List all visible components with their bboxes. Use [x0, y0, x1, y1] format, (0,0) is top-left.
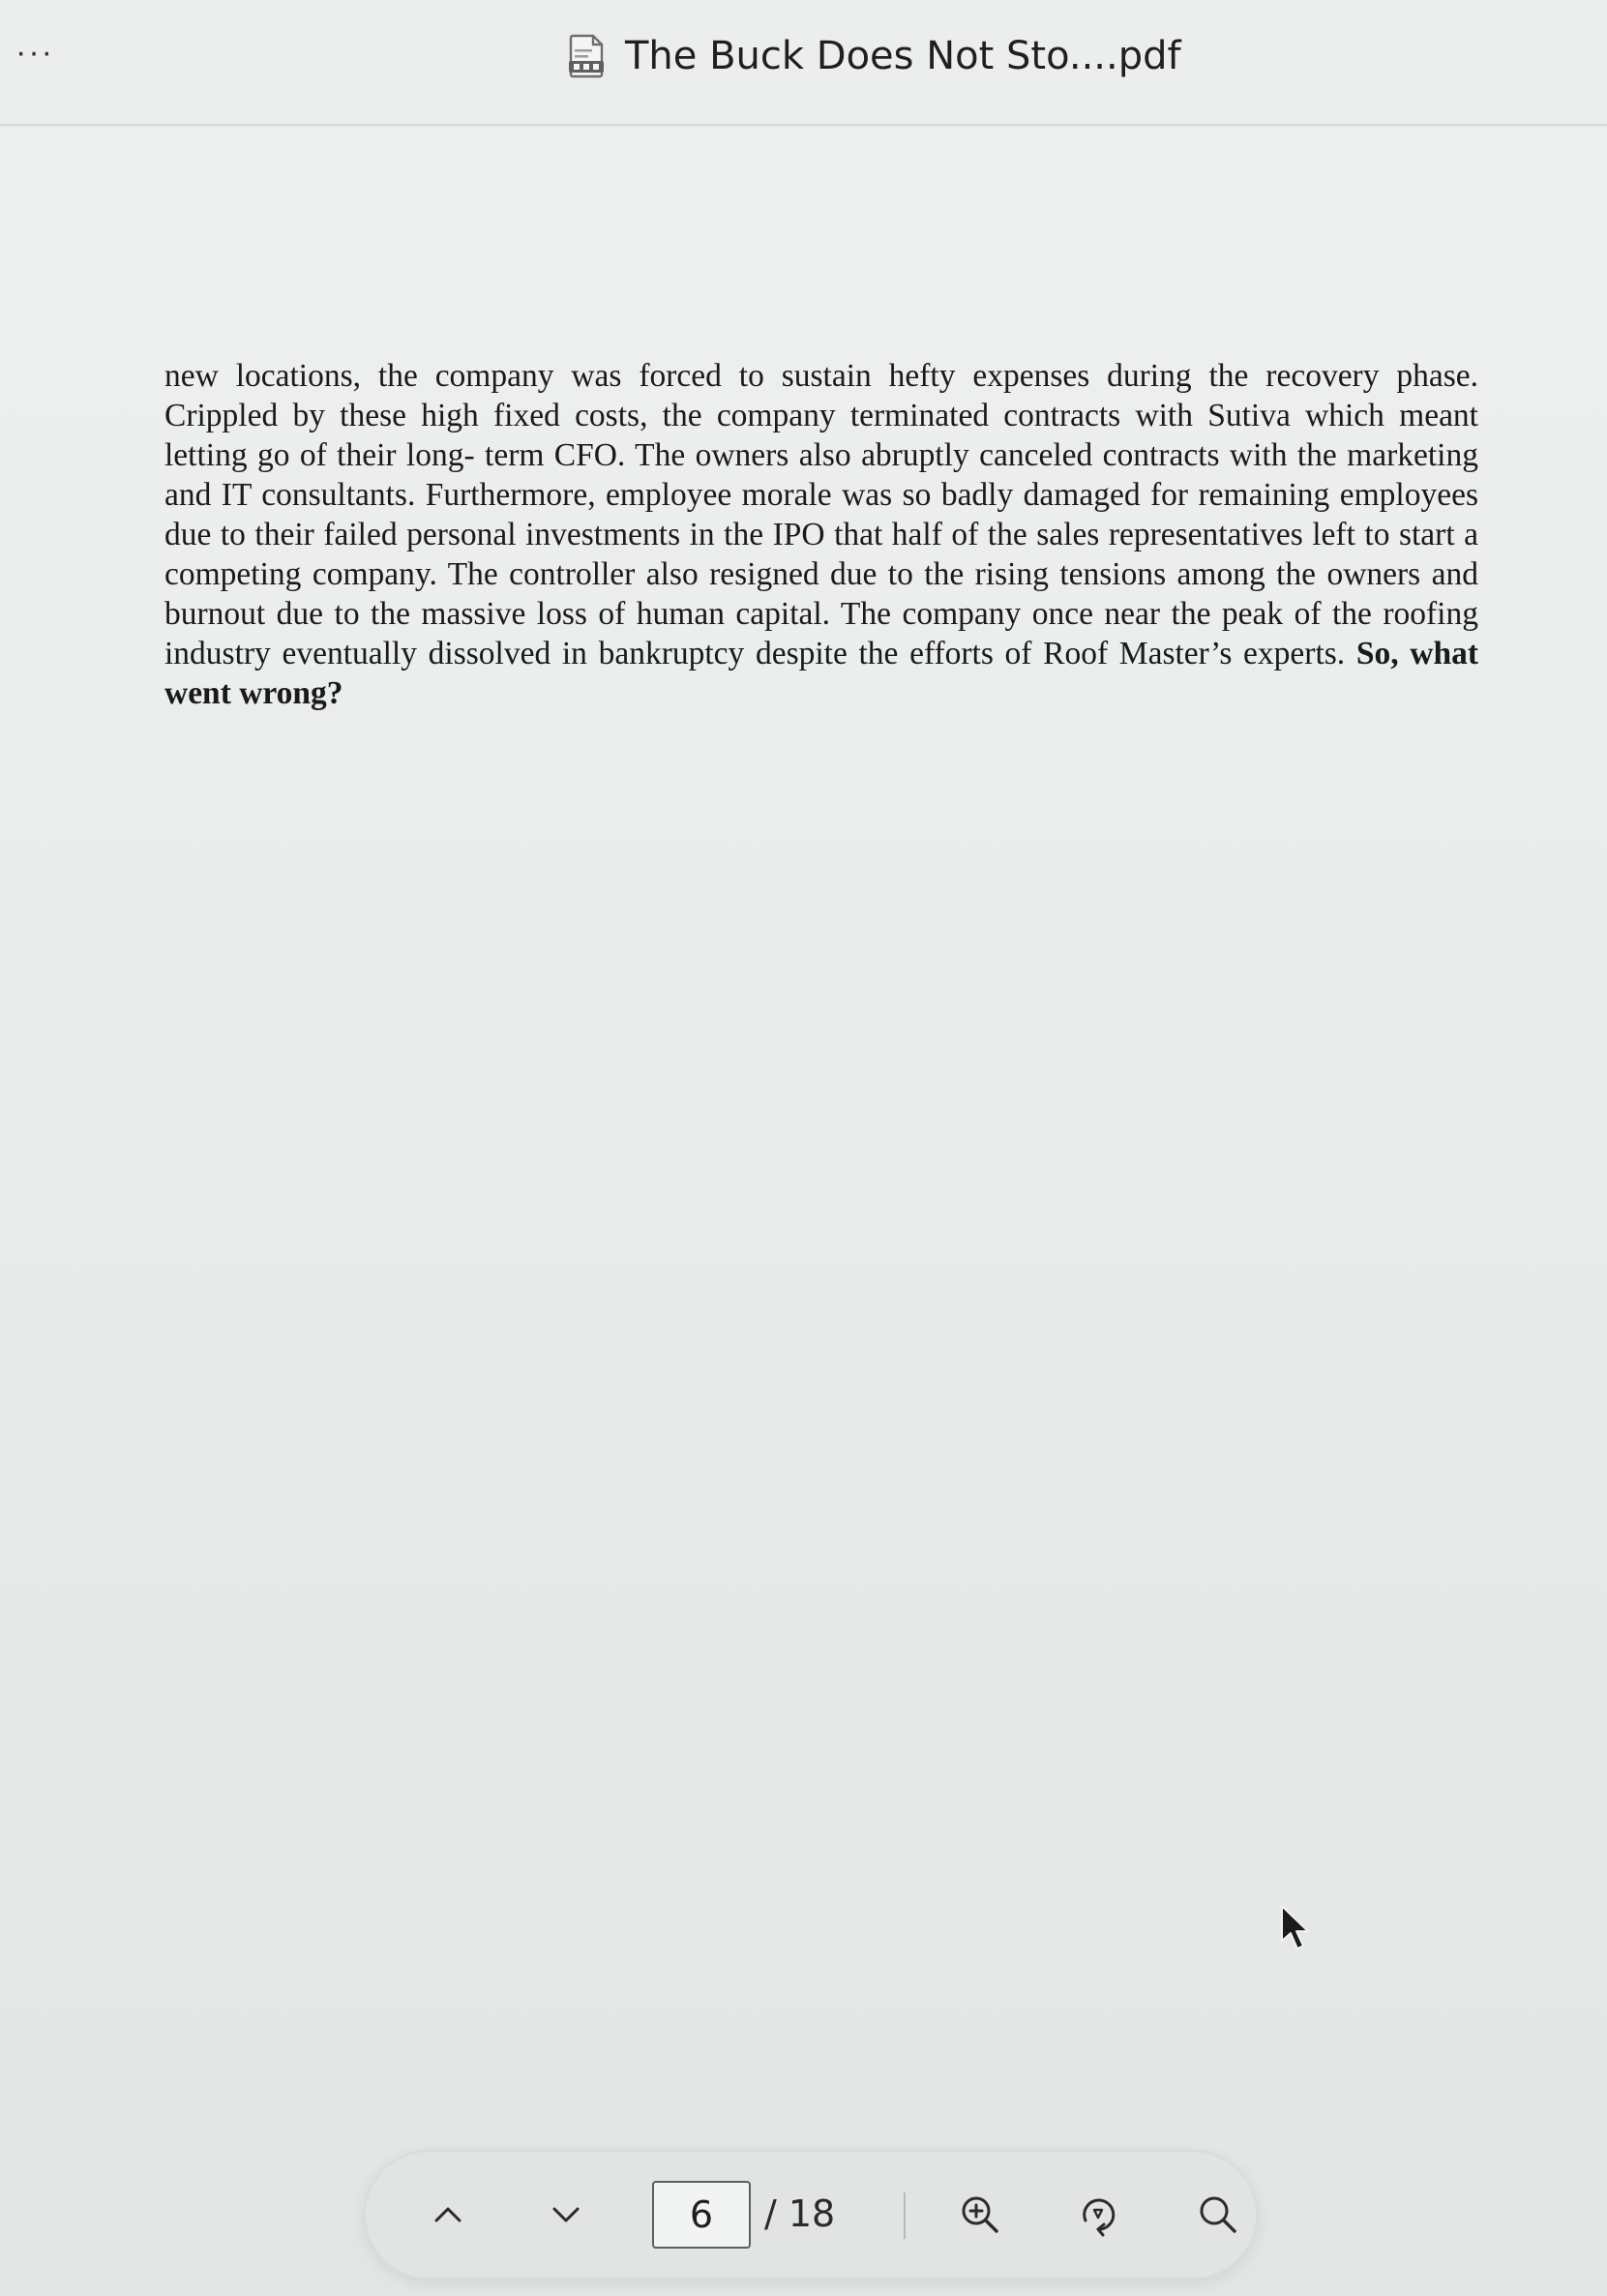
search-button[interactable]	[1184, 2181, 1252, 2249]
document-title: The Buck Does Not Sto....pdf	[625, 34, 1181, 78]
page-paragraph	[164, 356, 1478, 713]
page-number-input[interactable]	[652, 2181, 751, 2249]
rotate-button[interactable]	[1064, 2181, 1132, 2249]
more-horizontal-icon: ···	[15, 33, 54, 71]
paragraph-text: new locations, the company was forced to sustain hefty expenses during the recovery phase. Crippled by these high fixed costs, the company terminated contracts with Sutiva which meant letting go of their long- term CFO. The owners also abruptly canceled contracts with the marketing and IT consultants. Furthermore, employee morale was so badly damaged for remaining employees due to their failed personal investments in the IPO that half of the sales representatives left to start a competing company. The controller also resigned due to the rising tensions among the owners and burnout due to the massive loss of human capital. The company once near the peak of the roofing industry eventually dissolved in bankruptcy despite the efforts of Roof Master’s experts.	[164, 358, 1478, 671]
rotate-icon	[1075, 2192, 1121, 2238]
title-bar	[0, 0, 1607, 126]
page-navigation-toolbar	[366, 2152, 1256, 2278]
more-options-button[interactable]	[10, 33, 60, 71]
toolbar-divider	[904, 2192, 906, 2239]
chevron-up-icon	[429, 2195, 467, 2234]
search-icon	[1195, 2192, 1241, 2238]
zoom-in-icon	[957, 2192, 1003, 2238]
document-title-group	[567, 27, 1181, 85]
previous-page-button[interactable]	[414, 2181, 482, 2249]
pdf-file-icon	[567, 34, 606, 78]
chevron-down-icon	[547, 2195, 585, 2234]
page-count: / 18	[764, 2192, 836, 2235]
next-page-button[interactable]	[532, 2181, 600, 2249]
zoom-in-button[interactable]	[946, 2181, 1014, 2249]
paragraph-question: So, what went wrong?	[164, 636, 1478, 711]
mouse-pointer-icon	[1279, 1904, 1314, 1954]
